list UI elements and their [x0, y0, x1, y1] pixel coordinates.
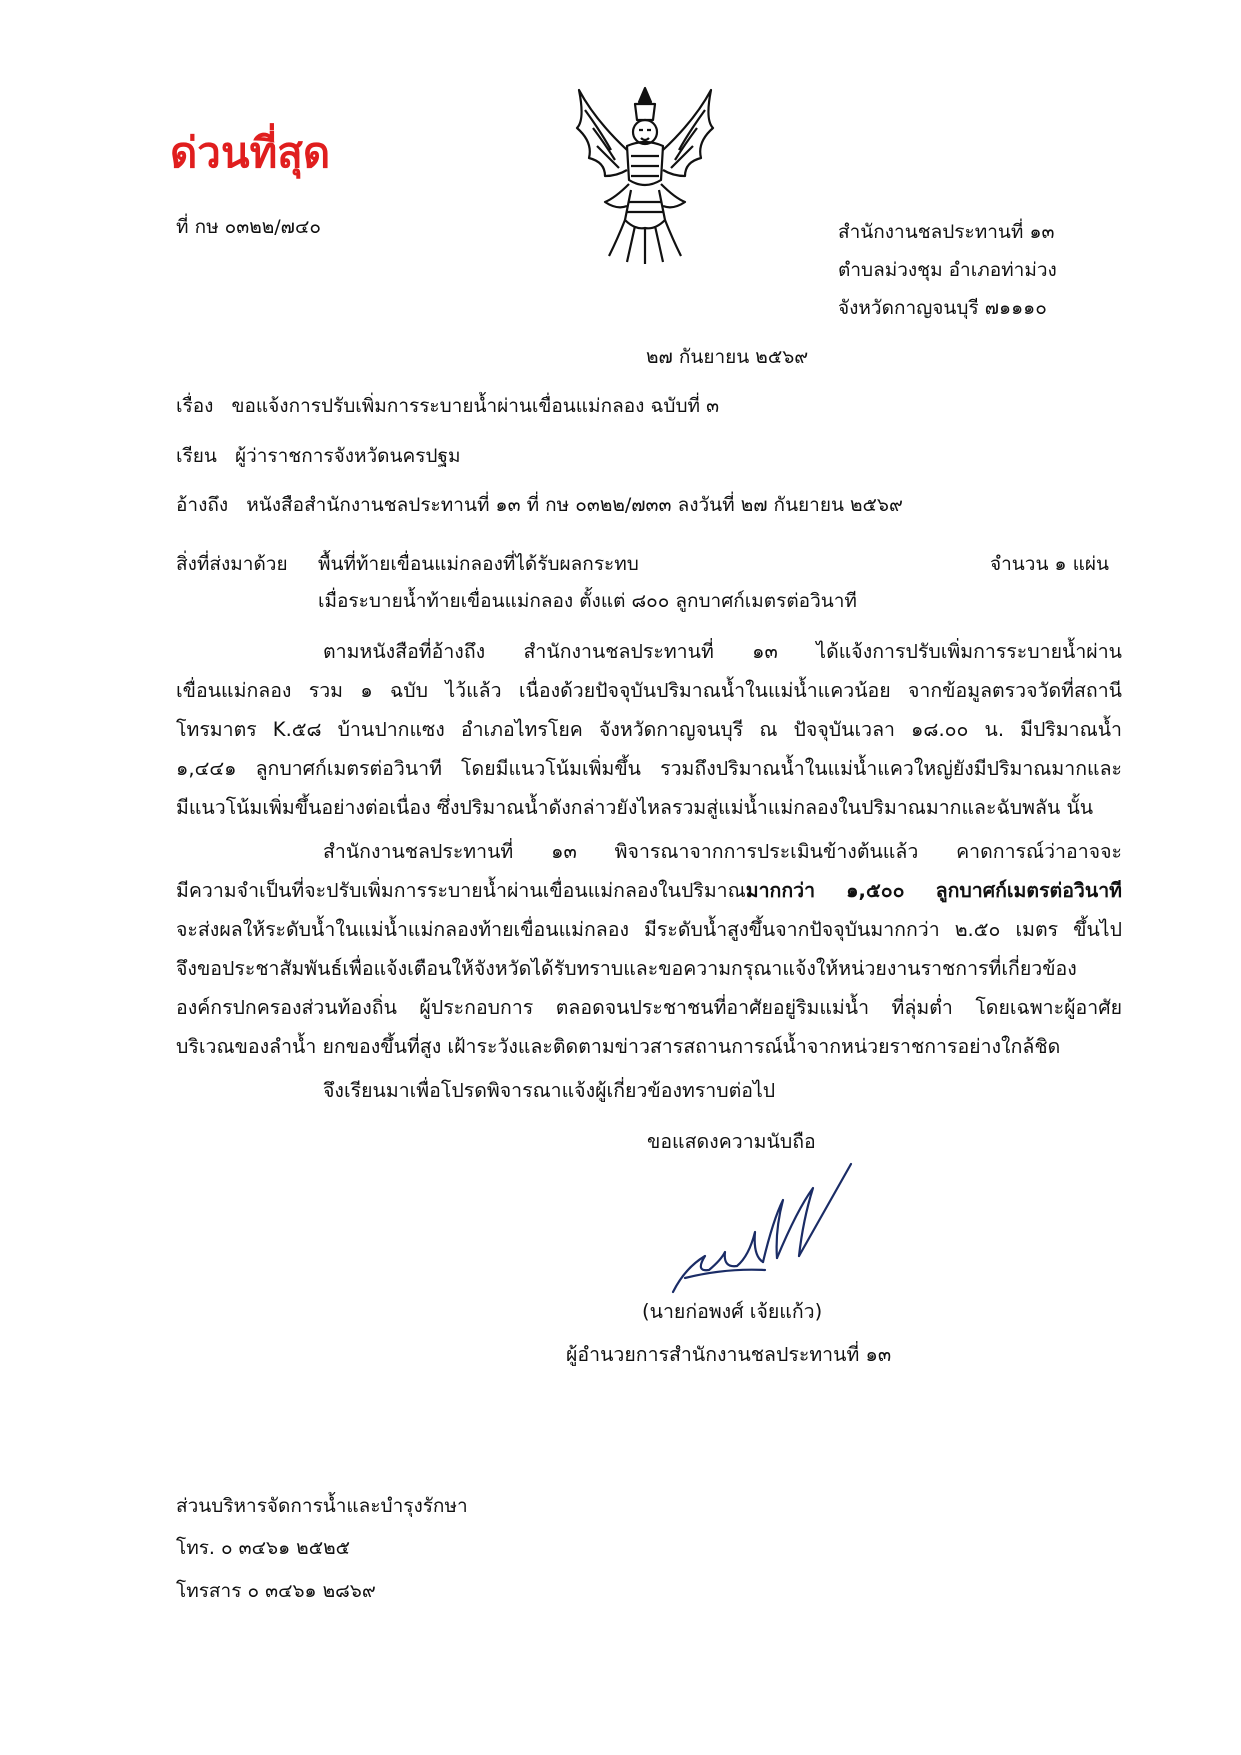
enclosure-line-1: พื้นที่ท้ายเขื่อนแม่กลองที่ได้รับผลกระทบ: [318, 553, 639, 575]
reference-text: หนังสือสำนักงานชลประทานที่ ๑๓ ที่ กษ ๐๓๒๒/๗๓๓ ลงวันที่ ๒๗ กันยายน ๒๕๖๙: [246, 494, 903, 516]
closing-text: จึงเรียนมาเพื่อโปรดพิจารณาแจ้งผู้เกี่ยวข้องทราบต่อไป: [323, 1079, 776, 1102]
paragraph-text: มีความจำเป็นที่จะปรับเพิ่มการระบายน้ำผ่านเขื่อนแม่กลองในปริมาณ: [176, 879, 746, 902]
body-paragraph-1: [176, 632, 1122, 827]
salutation: ขอแสดงความนับถือ: [647, 1130, 816, 1153]
paragraph-line: โทรมาตร K.๕๘ บ้านปากแซง อำเภอไทรโยค จังหวัดกาญจนบุรี ณ ปัจจุบันเวลา ๑๘.๐๐ น. มีปริมาณน้ำ: [176, 718, 1122, 741]
recipient-text: ผู้ว่าราชการจังหวัดนครปฐม: [234, 445, 461, 467]
footer-fax: โทรสาร ๐ ๓๔๖๑ ๒๘๖๙: [176, 1580, 376, 1602]
address-line: สำนักงานชลประทานที่ ๑๓: [838, 221, 1055, 243]
enclosure-label: สิ่งที่ส่งมาด้วย: [176, 553, 288, 575]
paragraph-line: สำนักงานชลประทานที่ ๑๓ พิจารณาจากการประเมินข้างต้นแล้ว คาดการณ์ว่าอาจจะ: [323, 840, 1122, 863]
signature-image: [665, 1160, 865, 1300]
subject-text: ขอแจ้งการปรับเพิ่มการระบายน้ำผ่านเขื่อนแม่กลอง ฉบับที่ ๓: [231, 395, 720, 417]
enclosure-count: จำนวน ๑ แผ่น: [990, 553, 1109, 575]
signatory-name: (นายก่อพงศ์ เจ้ยแก้ว): [642, 1300, 823, 1323]
enclosure-line-2: เมื่อระบายน้ำท้ายเขื่อนแม่กลอง ตั้งแต่ ๘๐๐ ลูกบาศก์เมตรต่อวินาที: [318, 590, 857, 612]
body-paragraph-2: [176, 832, 1122, 1066]
address-line: จังหวัดกาญจนบุรี ๗๑๑๑๐: [838, 297, 1047, 319]
paragraph-line: ๑,๔๔๑ ลูกบาศก์เมตรต่อวินาที โดยมีแนวโน้มเพิ่มขึ้น รวมถึงปริมาณน้ำในแม่น้ำแควใหญ่ยังมีปริมาณมากและ: [176, 757, 1122, 780]
paragraph-line: จึงขอประชาสัมพันธ์เพื่อแจ้งเตือนให้จังหวัดได้รับทราบและขอความกรุณาแจ้งให้หน่วยงานราชการที่เกี่ยวข้อง: [176, 957, 1077, 980]
paragraph-line: เขื่อนแม่กลอง รวม ๑ ฉบับ ไว้แล้ว เนื่องด้วยปัจจุบันปริมาณน้ำในแม่น้ำแควน้อย จากข้อมูลตรวจวัดที่สถานี: [176, 679, 1122, 702]
paragraph-line: มีแนวโน้มเพิ่มขึ้นอย่างต่อเนื่อง ซึ่งปริมาณน้ำดังกล่าวยังไหลรวมสู่แม่น้ำแม่กลองในปริมาณมากและฉับพลัน นั้น: [176, 796, 1094, 819]
footer-division: ส่วนบริหารจัดการน้ำและบำรุงรักษา: [176, 1495, 468, 1517]
office-address: [838, 213, 1057, 327]
paragraph-line: จะส่งผลให้ระดับน้ำในแม่น้ำแม่กลองท้ายเขื่อนแม่กลอง มีระดับน้ำสูงขึ้นจากปัจจุบันมากกว่า ๒.๕๐ เมตร ขึ้นไป: [176, 918, 1122, 941]
subject-label: เรื่อง: [176, 395, 214, 417]
recipient-row: [176, 443, 461, 469]
reference-row: [176, 492, 903, 518]
signatory-title: ผู้อำนวยการสำนักงานชลประทานที่ ๑๓: [566, 1343, 892, 1366]
paragraph-line-with-emphasis: [176, 871, 1122, 910]
urgency-stamp: ด่วนที่สุด: [170, 128, 331, 177]
document-date: ๒๗ กันยายน ๒๕๖๙: [646, 346, 809, 368]
paragraph-line: องค์กรปกครองส่วนท้องถิ่น ผู้ประกอบการ ตลอดจนประชาชนที่อาศัยอยู่ริมแม่น้ำ ที่ลุ่มต่ำ โดยเฉพาะผู้อาศัย: [176, 996, 1122, 1019]
garuda-emblem: [565, 80, 725, 268]
paragraph-line: ตามหนังสือที่อ้างถึง สำนักงานชลประทานที่ ๑๓ ได้แจ้งการปรับเพิ่มการระบายน้ำผ่าน: [323, 640, 1122, 663]
document-number: ที่ กษ ๐๓๒๒/๗๔๐: [176, 216, 321, 238]
recipient-label: เรียน: [176, 445, 217, 467]
discharge-emphasis: มากกว่า ๑,๕๐๐ ลูกบาศก์เมตรต่อวินาที: [745, 879, 1122, 902]
footer-telephone: โทร. ๐ ๓๔๖๑ ๒๕๒๕: [176, 1537, 350, 1559]
paragraph-line: บริเวณของลำน้ำ ยกของขึ้นที่สูง เฝ้าระวังและติดตามข่าวสารสถานการณ์น้ำจากหน่วยราชการอย่างใกล้ชิด: [176, 1035, 1061, 1058]
subject-row: [176, 393, 719, 419]
address-line: ตำบลม่วงชุม อำเภอท่าม่วง: [838, 259, 1057, 281]
reference-label: อ้างถึง: [176, 494, 229, 516]
